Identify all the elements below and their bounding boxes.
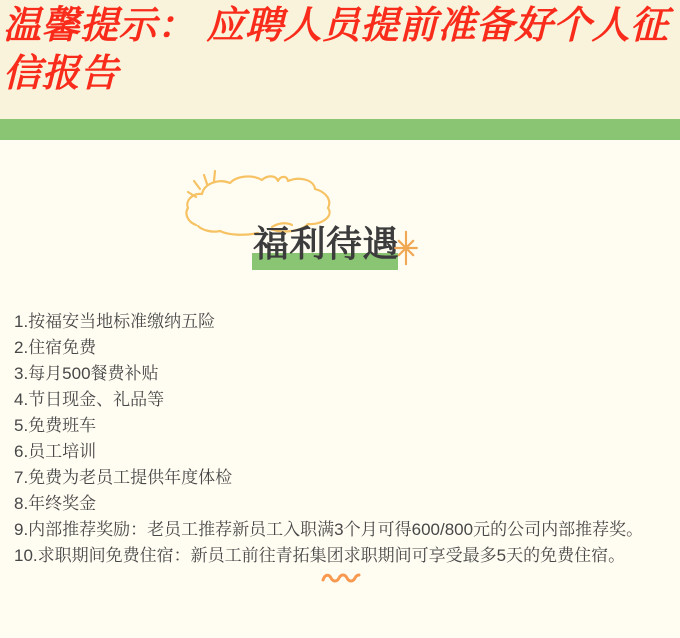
benefits-section [0,140,680,638]
benefit-list-item: 4.节日现金、礼品等 [14,390,165,409]
benefits-list [14,309,674,569]
benefit-list-item: 6.员工培训 [14,442,97,461]
benefit-list-item: 9.内部推荐奖励：老员工推荐新员工入职满3个月可得600/800元的公司内部推荐奖。 [14,520,644,539]
warm-tip-banner [0,0,680,119]
benefit-list-item: 8.年终奖金 [14,494,97,513]
green-divider-band [0,119,680,140]
benefit-list-item: 10.求职期间免费住宿：新员工前往青拓集团求职期间可享受最多5天的免费住宿。 [14,546,626,565]
benefit-list-item: 7.免费为老员工提供年度体检 [14,468,233,487]
benefit-list-item: 1.按福安当地标准缴纳五险 [14,312,216,331]
wavy-line-icon [321,571,361,584]
benefit-list-item: 5.免费班车 [14,416,97,435]
benefit-list-item: 2.住宿免费 [14,338,97,357]
benefit-list-item: 3.每月500餐费补贴 [14,364,159,383]
section-title: 福利待遇 [253,223,400,264]
sparkle-asterisk-icon [392,230,420,266]
warm-tip-text: 温馨提示： 应聘人员提前准备好个人征信报告 [3,5,669,95]
